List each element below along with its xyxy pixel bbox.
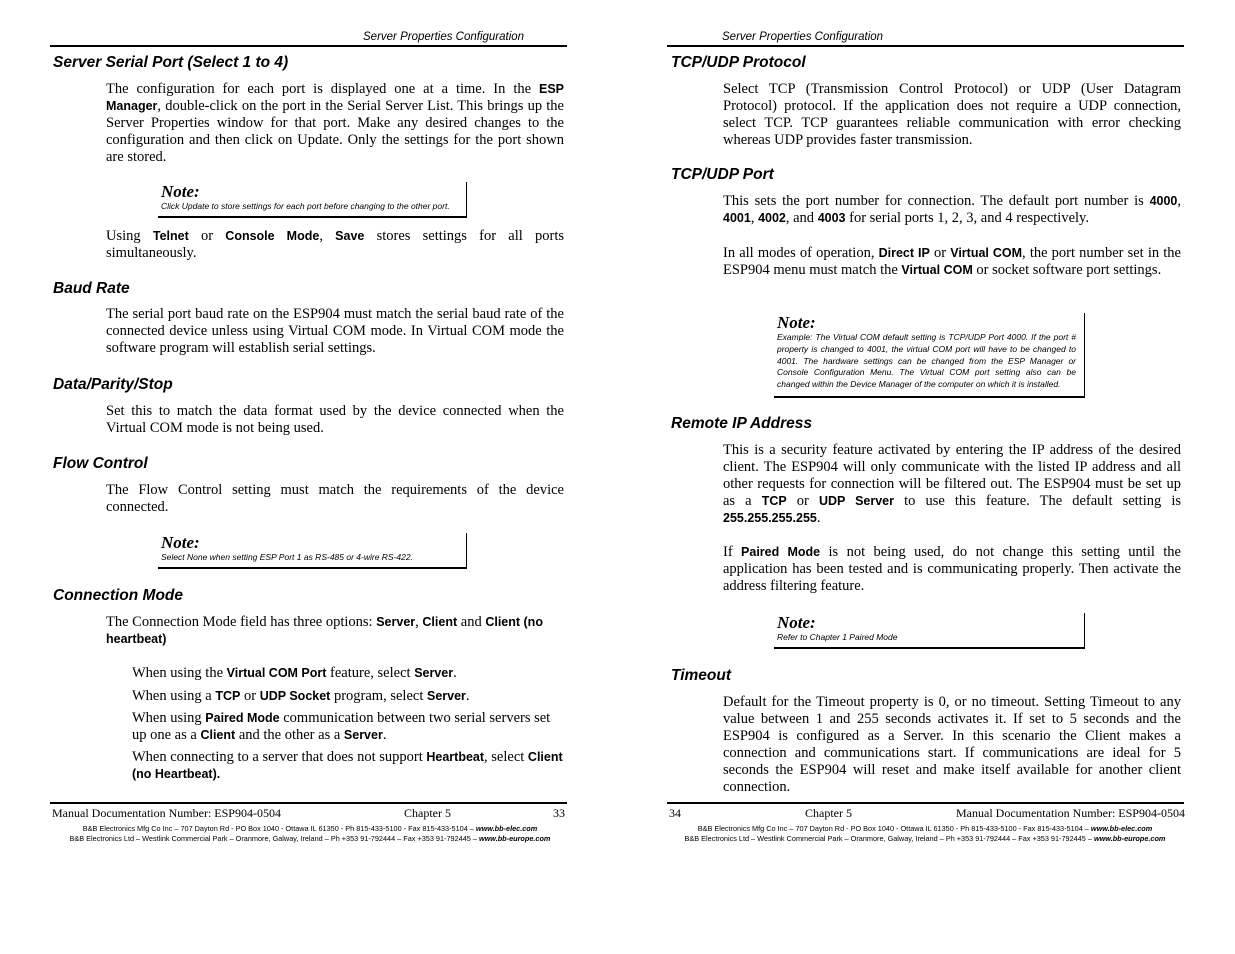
heading-server-serial-port: Server Serial Port (Select 1 to 4) xyxy=(53,54,289,71)
note-box xyxy=(158,182,467,218)
heading-flow-control: Flow Control xyxy=(53,455,148,472)
footer-url: www.bb-elec.com xyxy=(1090,824,1153,833)
heading-data-parity-stop: Data/Parity/Stop xyxy=(53,376,173,393)
baud-rate-paragraph: The serial port baud rate on the ESP904 must match the serial baud rate of the connected device unless using Virtual COM mode. In Virtual COM mode the software program will establish serial settings. xyxy=(106,306,564,356)
note-box xyxy=(774,313,1085,398)
page-34 xyxy=(617,0,1234,954)
protocol-paragraph: Select TCP (Transmission Control Protocol) or UDP (User Datagram Protocol) protocol. If the application does not require a UDP connection, select TCP. TCP guarantees reliable communication with error checking whereas UDP provides faster transmission. xyxy=(723,81,1181,148)
heading-baud-rate: Baud Rate xyxy=(53,280,130,297)
page-number: 33 xyxy=(553,806,565,820)
footer-doc-number: Manual Documentation Number: ESP904-0504 xyxy=(52,806,281,820)
note-title: Note: xyxy=(161,182,200,201)
header-rule xyxy=(667,45,1184,47)
heading-connection-mode: Connection Mode xyxy=(53,587,184,604)
port-paragraph: This sets the port number for connection. The default port number is 4000, 4001, 4002, and 4003 for serial ports 1, 2, 3, and 4 respectively. xyxy=(723,193,1181,226)
paired-mode-paragraph: If Paired Mode is not being used, do not change this setting until the application has been tested and is communicating properly. Then activate the address filtering feature. xyxy=(723,544,1181,594)
heading-tcp-udp-protocol: TCP/UDP Protocol xyxy=(671,54,806,71)
connection-mode-item: When connecting to a server that does not support Heartbeat, select Client (no Heartbeat). xyxy=(132,749,563,781)
footer-rule xyxy=(50,802,567,804)
note-title: Note: xyxy=(777,313,816,332)
running-header: Server Properties Configuration xyxy=(722,31,884,43)
header-rule xyxy=(50,45,567,47)
footer-chapter: Chapter 5 xyxy=(404,806,451,820)
timeout-paragraph: Default for the Timeout property is 0, or no timeout. Setting Timeout to any value between 1 and 255 seconds activates it. If set to 5 seconds and the ESP904 is configured as a Server. In this scenario the Client makes a connection and communications start. If communications are ideal for 5 seconds the ESP904 will reset and make itself available for another client connection. xyxy=(723,694,1181,795)
connection-mode-item: When using a TCP or UDP Socket program, select Server. xyxy=(132,688,470,704)
footer-rule xyxy=(667,802,1184,804)
footer-chapter: Chapter 5 xyxy=(805,806,852,820)
note-text: Click Update to store settings for each port before changing to the other port. xyxy=(161,201,450,211)
page-33 xyxy=(0,0,617,954)
telnet-save-paragraph: Using Telnet or Console Mode, Save stores settings for all ports simultaneously. xyxy=(106,228,564,261)
note-text: Example: The Virtual COM default setting is TCP/UDP Port 4000. If the port # property is changed to 4001, the virtual COM port will have to be changed to 4001. The hardware settings can be changed from the ESP Manager or Console Configuration Menu. The Virtual COM port setting also can be changed within the Device Manager of the computer on which it is installed. xyxy=(777,332,1076,390)
footer-address-eu: B&B Electronics Ltd – Westlink Commercial Park – Oranmore, Galway, Ireland – Ph +353 91-792444 – Fax +353 91-792445 – www.bb-europe.com xyxy=(69,834,551,843)
connection-mode-paragraph: The Connection Mode field has three options: Server, Client and Client (no heartbeat) xyxy=(106,614,543,646)
footer-url: www.bb-elec.com xyxy=(475,824,538,833)
note-text: Refer to Chapter 1 Paired Mode xyxy=(777,632,898,642)
remote-ip-paragraph: This is a security feature activated by entering the IP address of the desired client. The ESP904 will only communicate with the listed IP address and all other requests for connection will be filtered out. The ESP904 must be set up as a TCP or UDP Server to use this feature. The default setting is 255.255.255.255. xyxy=(723,442,1182,526)
footer-address-eu: B&B Electronics Ltd – Westlink Commercial Park – Oranmore, Galway, Ireland – Ph +353 91-792444 – Fax +353 91-792445 – www.bb-europe.com xyxy=(684,834,1166,843)
connection-mode-item: When using Paired Mode communication between two serial servers set up one as a Client and the other as a Server. xyxy=(132,710,551,743)
page-number: 34 xyxy=(669,806,681,820)
note-box xyxy=(158,533,467,569)
flow-control-paragraph: The Flow Control setting must match the requirements of the device connected. xyxy=(106,482,564,515)
port-modes-paragraph: In all modes of operation, Direct IP or Virtual COM, the port number set in the ESP904 menu must match the Virtual COM or socket software port settings. xyxy=(723,245,1181,278)
footer-address-us: B&B Electronics Mfg Co Inc – 707 Dayton Rd - PO Box 1040 - Ottawa IL 61350 - Ph 815-433-5100 - Fax 815-433-5104 – www.bb-elec.com xyxy=(697,824,1153,833)
note-title: Note: xyxy=(777,613,816,632)
running-header: Server Properties Configuration xyxy=(363,31,525,43)
footer-url: www.bb-europe.com xyxy=(478,834,551,843)
serial-port-paragraph: The configuration for each port is displayed one at a time. In the ESP Manager, double-click on the port in the Serial Server List. This brings up the Server Properties window for that port. Make any desired changes to the configuration and then click on Update. Only the settings for the port shown are stored. xyxy=(106,81,564,165)
footer-doc-number: Manual Documentation Number: ESP904-0504 xyxy=(956,806,1185,820)
data-parity-paragraph: Set this to match the data format used by the device connected when the Virtual COM mode is not being used. xyxy=(106,403,564,436)
heading-timeout: Timeout xyxy=(671,667,731,684)
note-text: Select None when setting ESP Port 1 as RS-485 or 4-wire RS-422. xyxy=(161,552,413,562)
heading-remote-ip-address: Remote IP Address xyxy=(671,415,812,432)
note-title: Note: xyxy=(161,533,200,552)
footer-address-us: B&B Electronics Mfg Co Inc – 707 Dayton Rd - PO Box 1040 - Ottawa IL 61350 - Ph 815-433-5100 - Fax 815-433-5104 – www.bb-elec.com xyxy=(82,824,538,833)
note-box xyxy=(774,613,1085,649)
footer-url: www.bb-europe.com xyxy=(1093,834,1166,843)
heading-tcp-udp-port: TCP/UDP Port xyxy=(671,166,774,183)
connection-mode-item: When using the Virtual COM Port feature, select Server. xyxy=(132,665,457,681)
